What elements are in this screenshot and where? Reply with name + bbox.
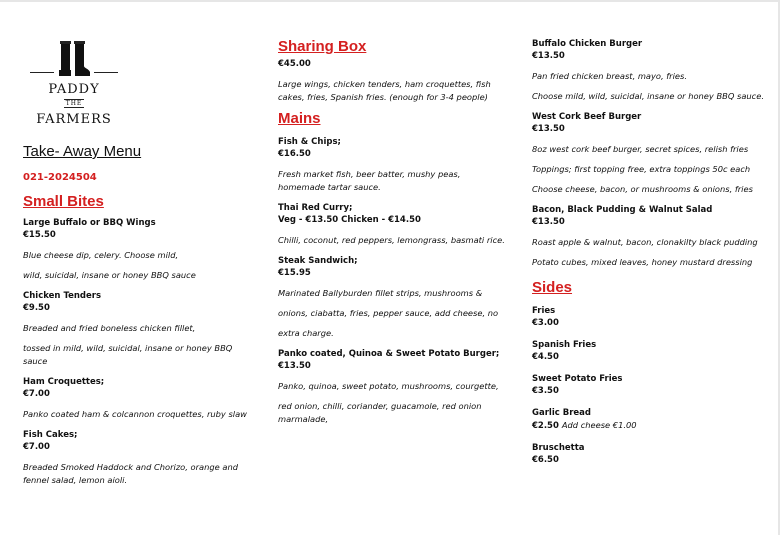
menu-item: [532, 373, 772, 397]
menu-item: [23, 429, 253, 487]
item-name: Buffalo Chicken Burger: [532, 39, 643, 49]
item-description: Potato cubes, mixed leaves, honey mustard dressing: [532, 257, 753, 267]
item-name: Thai Red Curry;: [278, 203, 353, 213]
menu-item: [23, 217, 253, 282]
item-name: Bacon, Black Pudding & Walnut Salad: [532, 205, 713, 215]
menu-item: [532, 339, 772, 363]
item-name: West Cork Beef Burger: [532, 112, 642, 122]
menu-item: [278, 202, 508, 247]
item-description: Fresh market fish, beer batter, mushy peas, homemade tartar sauce.: [278, 169, 461, 192]
item-description: Choose cheese, bacon, or mushrooms & onions, fries: [532, 184, 753, 194]
item-description: Pan fried chicken breast, mayo, fries.: [532, 71, 687, 81]
item-name: Fish & Chips;: [278, 137, 341, 147]
item-price: €6.50: [532, 455, 559, 465]
wellington-boot-icon: [56, 40, 92, 80]
logo-word-paddy: PADDY: [48, 82, 100, 97]
item-name: Fries: [532, 306, 556, 316]
column-left: [23, 143, 253, 487]
item-description: Roast apple & walnut, bacon, clonakilty black pudding: [532, 237, 758, 247]
item-name: Large Buffalo or BBQ Wings: [23, 218, 156, 228]
logo-rule-left: [30, 72, 54, 73]
item-price: €7.00: [23, 389, 50, 399]
item-price: €16.50: [278, 149, 311, 159]
menu-item: [532, 111, 772, 196]
item-description: Toppings; first topping free, extra toppings 50c each: [532, 164, 751, 174]
item-name: Panko coated, Quinoa & Sweet Potato Burger;: [278, 349, 500, 359]
item-description: Panko, quinoa, sweet potato, mushrooms, courgette,: [278, 381, 499, 391]
item-price: €15.95: [278, 268, 311, 278]
item-extra: Add cheese €1.00: [561, 420, 637, 430]
item-price: €2.50: [532, 421, 559, 431]
section-heading-sides: Sides: [532, 279, 573, 296]
menu-item: [23, 376, 253, 421]
column-right: [532, 38, 772, 466]
item-description: wild, suicidal, insane or honey BBQ sauce: [23, 270, 196, 280]
restaurant-logo: [28, 38, 120, 130]
item-description: Marinated Ballyburden fillet strips, mushrooms &: [278, 288, 483, 298]
item-price: €13.50: [532, 124, 565, 134]
item-name: Ham Croquettes;: [23, 377, 105, 387]
item-price: €45.00: [278, 59, 311, 69]
item-price: €3.00: [532, 318, 559, 328]
item-description: onions, ciabatta, fries, pepper sauce, add cheese, no: [278, 308, 499, 318]
menu-title: Take- Away Menu: [23, 143, 142, 160]
menu-item: [532, 204, 772, 269]
menu-item: [532, 442, 772, 466]
item-price: €13.50: [532, 217, 565, 227]
section-heading-sharing-box: Sharing Box: [278, 38, 367, 55]
menu-item: [532, 38, 772, 103]
item-name: Spanish Fries: [532, 340, 597, 350]
item-name: Sweet Potato Fries: [532, 374, 623, 384]
item-name: Steak Sandwich;: [278, 256, 358, 266]
item-price: €13.50: [532, 51, 565, 61]
section-heading-small-bites: Small Bites: [23, 193, 104, 210]
item-name: Chicken Tenders: [23, 291, 102, 301]
logo-word-the: THE: [65, 100, 83, 107]
logo-word-farmers: FARMERS: [36, 112, 112, 127]
item-name: Fish Cakes;: [23, 430, 78, 440]
item-price: €15.50: [23, 230, 56, 240]
item-price: €3.50: [532, 386, 559, 396]
item-description: 8oz west cork beef burger, secret spices, relish fries: [532, 144, 749, 154]
item-price: €13.50: [278, 361, 311, 371]
item-price-row: [532, 419, 772, 432]
phone-number[interactable]: 021-2024504: [23, 172, 97, 183]
item-price: €7.00: [23, 442, 50, 452]
item-description: Choose mild, wild, suicidal, insane or honey BBQ sauce.: [532, 91, 764, 101]
section-heading-mains: Mains: [278, 110, 321, 127]
item-name: Bruschetta: [532, 443, 585, 453]
item-description: tossed in mild, wild, suicidal, insane or honey BBQ sauce: [23, 343, 233, 366]
item-description: extra charge.: [278, 328, 334, 338]
item-price: €9.50: [23, 303, 50, 313]
item-description: Breaded Smoked Haddock and Chorizo, orange and fennel salad, lemon aioli.: [23, 462, 238, 485]
item-description: Breaded and fried boneless chicken fillet,: [23, 323, 196, 333]
item-description: Large wings, chicken tenders, ham croquettes, fish cakes, fries, Spanish fries. (enough for 3-4 people): [278, 79, 491, 102]
menu-item: [23, 290, 253, 368]
item-description: Chilli, coconut, red peppers, lemongrass, basmati rice.: [278, 235, 505, 245]
menu-item: [532, 305, 772, 329]
logo-rule-right: [94, 72, 118, 73]
item-description: Panko coated ham & colcannon croquettes, ruby slaw: [23, 409, 247, 419]
column-middle: [278, 38, 508, 426]
item-description: red onion, chilli, coriander, guacamole, red onion marmalade,: [278, 401, 482, 424]
item-price: Veg - €13.50 Chicken - €14.50: [278, 215, 421, 225]
menu-item: [278, 348, 508, 426]
menu-item: [532, 407, 772, 432]
item-name: Garlic Bread: [532, 408, 591, 418]
item-price: €4.50: [532, 352, 559, 362]
menu-item: [278, 255, 508, 340]
item-description: Blue cheese dip, celery. Choose mild,: [23, 250, 179, 260]
menu-item: [278, 136, 508, 194]
